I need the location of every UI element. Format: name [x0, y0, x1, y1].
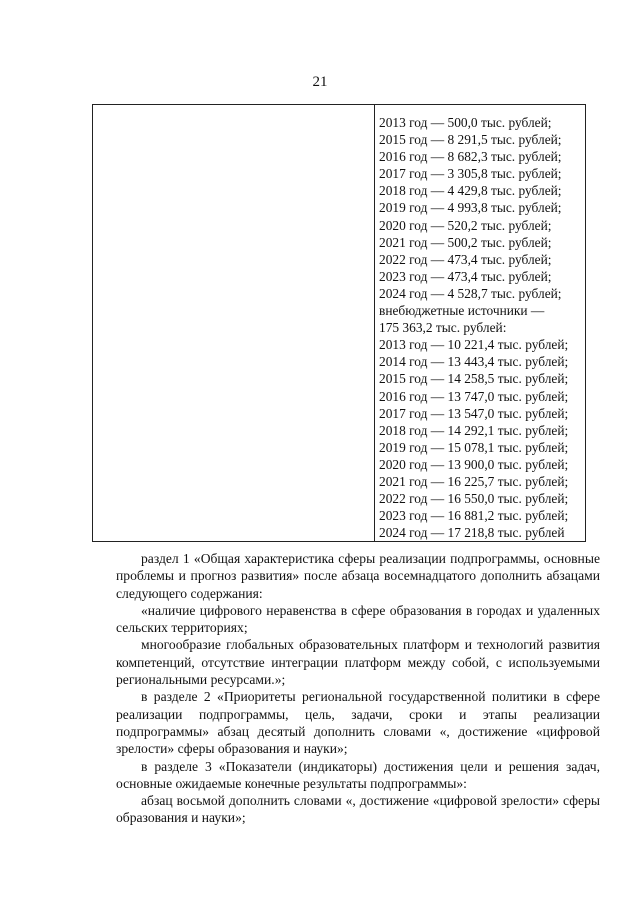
- funding-line: 2019 год — 4 993,8 тыс. рублей;: [379, 200, 562, 216]
- page-number: 21: [312, 74, 328, 90]
- funding-line: 2020 год — 13 900,0 тыс. рублей;: [379, 456, 569, 472]
- funding-line: 2013 год — 10 221,4 тыс. рублей;: [379, 337, 569, 353]
- funding-line: 2016 год — 13 747,0 тыс. рублей;: [379, 388, 569, 404]
- funding-line: 2014 год — 13 443,4 тыс. рублей;: [379, 354, 569, 370]
- table-column-divider: [374, 105, 375, 541]
- funding-table: [92, 104, 586, 542]
- funding-line: 2015 год — 14 258,5 тыс. рублей;: [379, 371, 569, 387]
- funding-line: внебюджетные источники —: [379, 303, 545, 319]
- table-right-cell: [379, 114, 581, 541]
- funding-line: 2023 год — 473,4 тыс. рублей;: [379, 268, 552, 284]
- funding-line: 2024 год — 4 528,7 тыс. рублей;: [379, 285, 562, 301]
- funding-line: 2013 год — 500,0 тыс. рублей;: [379, 115, 552, 130]
- funding-line: 175 363,2 тыс. рублей:: [379, 320, 507, 336]
- funding-line: 2022 год — 473,4 тыс. рублей;: [379, 251, 552, 267]
- paragraph-eighth: абзац восьмой дополнить словами «, достижение «цифровой зрелости» сферы образования и науки»;: [116, 793, 600, 826]
- amendment-text: [116, 550, 600, 827]
- paragraph-section-2: в разделе 2 «Приоритеты региональной государственной политики в сфере реализации подпрограммы, цель, задачи, сроки и этапы реализации подпрограммы» абзац десятый дополнить словами «, достижение «цифровой зрелости» сферы образования и науки»;: [116, 689, 600, 757]
- funding-line: 2019 год — 15 078,1 тыс. рублей;: [379, 439, 569, 455]
- funding-line: 2017 год — 13 547,0 тыс. рублей;: [379, 405, 569, 421]
- funding-line: 2024 год — 17 218,8 тыс. рублей: [379, 525, 565, 541]
- funding-line: 2022 год — 16 550,0 тыс. рублей;: [379, 491, 569, 507]
- funding-line: 2016 год — 8 682,3 тыс. рублей;: [379, 149, 562, 165]
- funding-line: 2021 год — 16 225,7 тыс. рублей;: [379, 473, 569, 489]
- paragraph-digital-inequality: «наличие цифрового неравенства в сфере образования в городах и удаленных сельских территориях;: [116, 602, 600, 636]
- paragraph-section-3: в разделе 3 «Показатели (индикаторы) достижения цели и решения задач, основные ожидаемые конечные результаты подпрограммы»:: [116, 758, 600, 791]
- funding-line: 2018 год — 4 429,8 тыс. рублей;: [379, 183, 562, 199]
- funding-line: 2020 год — 520,2 тыс. рублей;: [379, 217, 552, 233]
- paragraph-section-1: раздел 1 «Общая характеристика сферы реализации подпрограммы, основные проблемы и прогноз развития» после абзаца восемнадцатого дополнить абзацами следующего содержания:: [116, 551, 600, 601]
- funding-line: 2021 год — 500,2 тыс. рублей;: [379, 234, 552, 250]
- funding-line: 2015 год — 8 291,5 тыс. рублей;: [379, 132, 562, 148]
- paragraph-platforms: многообразие глобальных образовательных платформ и технологий развития компетенций, отсутствие интеграции платформ между собой, с используемыми региональными ресурсами.»;: [116, 637, 600, 688]
- funding-line: 2018 год — 14 292,1 тыс. рублей;: [379, 422, 569, 438]
- funding-line: 2023 год — 16 881,2 тыс. рублей;: [379, 508, 569, 524]
- funding-line: 2017 год — 3 305,8 тыс. рублей;: [379, 166, 562, 182]
